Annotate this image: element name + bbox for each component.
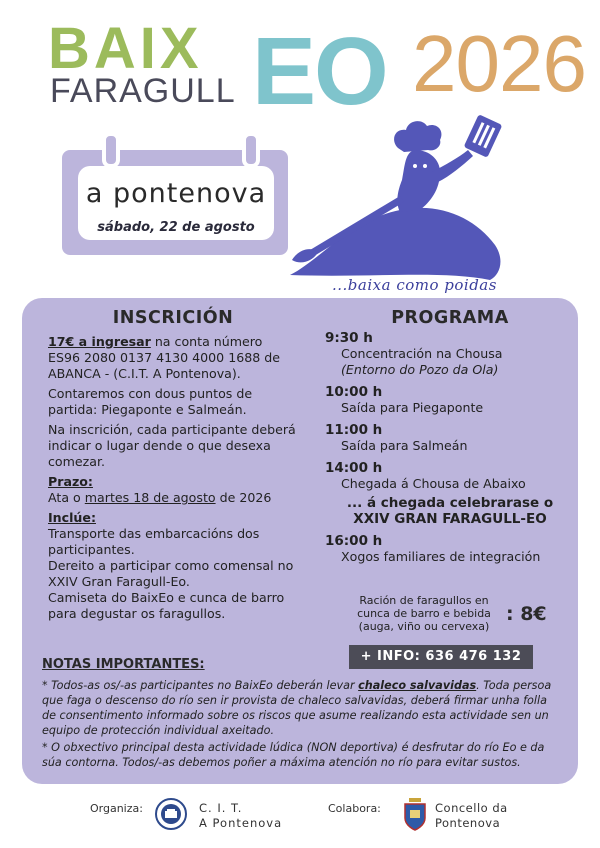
- title-faragull: FARAGULL: [50, 72, 236, 110]
- title-year: 2026: [412, 19, 586, 108]
- concello-name: [435, 801, 508, 831]
- program-time: 14:00 h: [325, 460, 383, 476]
- inscricion-title: INSCRICIÓN: [112, 308, 234, 328]
- include-item: Transporte das embarcacións dos participantes.: [48, 526, 260, 557]
- note-1-emphasis: chaleco salvavidas: [358, 679, 477, 692]
- program-activity: Saída para Salmeán: [341, 438, 468, 453]
- program-activity: Xogos familiares de integración: [341, 549, 541, 564]
- program-time: 9:30 h: [325, 330, 373, 346]
- cit-logo-icon: [155, 798, 187, 830]
- program-note: (Entorno do Pozo da Ola): [341, 362, 499, 377]
- program-activity: Concentración na Chousa: [341, 346, 503, 361]
- highlight-line: ... á chegada celebrarase o: [346, 495, 554, 511]
- cit-line2: A Pontenova: [199, 816, 283, 830]
- info-phone: + INFO: 636 476 132: [349, 645, 533, 669]
- program-time: 10:00 h: [325, 384, 383, 400]
- price: 17€ a ingresar: [48, 334, 151, 349]
- program-time: 16:00 h: [325, 533, 383, 549]
- include-item: Dereito a participar como comensal no XXIV Gran Faragull-Eo.: [48, 558, 294, 589]
- instruction: Na inscrición, cada participante deberá indicar o lugar dende o que desexa comezar.: [48, 422, 296, 469]
- includes-label: Inclúe:: [48, 510, 96, 525]
- program-time: 11:00 h: [325, 422, 383, 438]
- programa-section: [325, 310, 575, 565]
- concello-line1: Concello da: [435, 801, 508, 815]
- start-points: Contaremos con dous puntos de partida: Piegaponte e Salmeán.: [48, 386, 253, 417]
- deadline-suffix: de 2026: [219, 490, 272, 505]
- note-1-post: . Toda persoa que faga o descenso do río sen ir provista de chaleco salvavidas, deberá firmar unha folla de consentimento informado sobre os riscos que asume realizando esta actividade sen un equipo de protección individual axeitado.: [42, 679, 552, 737]
- event-date: sábado, 22 de agosto: [97, 220, 255, 235]
- cit-name: [199, 801, 282, 831]
- concello-shield-icon: [402, 796, 428, 832]
- organiza-label: Organiza:: [90, 802, 143, 815]
- account-text: na conta número ES96 2080 0137 4130 4000 1688 de ABANCA - (C.I.T. A Pontenova).: [48, 334, 280, 381]
- colabora-label: Colabora:: [328, 802, 381, 815]
- cit-line1: C. I. T.: [199, 801, 243, 815]
- meal-description: Ración de faragullos en cunca de barro e bebida (auga, viño ou cervexa): [357, 594, 491, 633]
- account-info: [48, 334, 298, 382]
- meal-price: : 8€: [506, 603, 547, 625]
- notes-title: NOTAS IMPORTANTES:: [42, 657, 205, 672]
- deadline: [48, 490, 298, 506]
- inscricion-section: [48, 310, 298, 622]
- program-activity: Saída para Piegaponte: [341, 400, 484, 415]
- calendar-ring-icon: [102, 132, 120, 168]
- highlight-event: XXIV GRAN FARAGULL-EO: [353, 511, 547, 527]
- note-1-pre: * Todos-as os/-as participantes no BaixEo deberán levar: [42, 679, 355, 692]
- event-place: a pontenova: [85, 178, 267, 209]
- paddler-mascot-icon: [280, 110, 540, 290]
- title-eo: EO: [252, 18, 387, 125]
- title-baix: BAIX: [48, 16, 203, 81]
- deadline-prefix: Ata o: [48, 490, 81, 505]
- deadline-label: Prazo:: [48, 474, 93, 489]
- slogan: ...baixa como poidas: [332, 276, 497, 294]
- note-1: [42, 678, 562, 738]
- deadline-date: martes 18 de agosto: [84, 490, 216, 505]
- calendar-ring-icon: [242, 132, 260, 168]
- note-2: * O obxectivo principal desta actividade lúdica (NON deportiva) é desfrutar do río Eo e da súa contorna. Todos/-as debemos poñer a máxima atención no río para evitar sustos.: [42, 741, 545, 769]
- concello-line2: Pontenova: [435, 816, 501, 830]
- notes-text: [42, 678, 562, 770]
- programa-title: PROGRAMA: [391, 308, 509, 328]
- program-activity: Chegada á Chousa de Abaixo: [341, 476, 526, 491]
- include-item: Camiseta do BaixEo e cunca de barro para degustar os faragullos.: [48, 590, 285, 621]
